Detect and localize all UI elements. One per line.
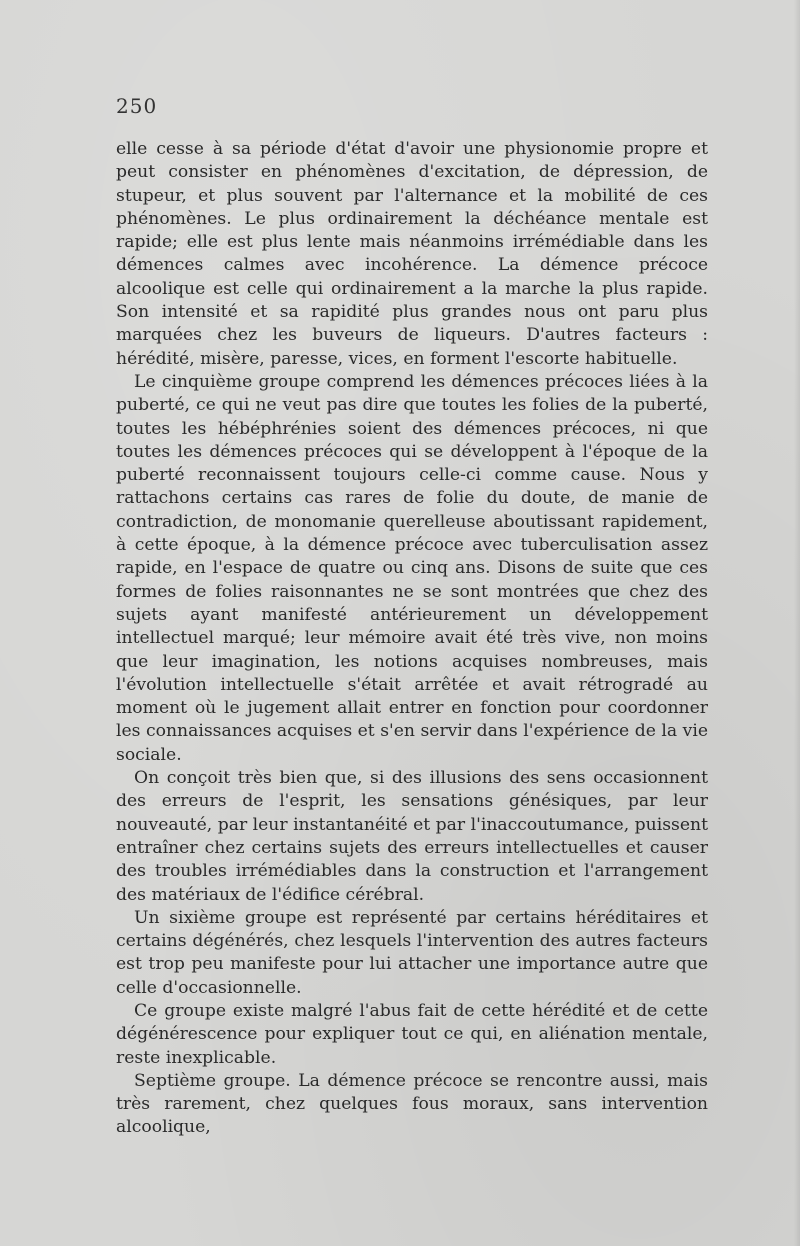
paragraph-sixth-group: Un sixième groupe est représenté par certains héréditaires et certains dégénérés, chez lesquels l'intervention des autres facteurs est trop peu manifeste pour lui attacher une importance autre que celle d'occasionnelle. (116, 907, 708, 998)
page-number: 250 (116, 94, 158, 118)
paragraph-continuation: elle cesse à sa période d'état d'avoir une physionomie propre et peut consister en phénomènes d'excitation, de dépression, de stupeur, et plus souvent par l'alternance et la mobilité de ces phénomènes. Le plus ordinairement la déchéance mentale est rapide; elle est plus lente mais néanmoins irrémédiable dans les démences calmes avec incohérence. La démence précoce alcoolique est celle qui ordinairement a la marche la plus rapide. Son intensité et sa rapidité plus grandes nous ont paru plus marquées chez les buveurs de liqueurs. D'autres facteurs : hérédité, misère, paresse, vices, en forment l'escorte habituelle. (116, 139, 708, 369)
paragraph-fifth-group: Le cinquième groupe comprend les démences précoces liées à la puberté, ce qui ne veut pas dire que toutes les folies de la puberté, toutes les hébéphrénies soient des démences précoces, ni que toutes les démences précoces qui se développent à l'époque de la puberté reconnaissent toujours celle-ci comme cause. Nous y rattachons certains cas rares de folie du doute, de manie de contradiction, de monomanie querelleuse aboutissant rapidement, à cette époque, à la démence précoce avec tuberculisation assez rapide, en l'espace de quatre ou cinq ans. Disons de suite que ces formes de folies raisonnantes ne se sont montrées que chez des sujets ayant manifesté antérieurement un développement intellectuel marqué; leur mémoire avait été très vive, non moins que leur imagination, les notions acquises nombreuses, mais l'évolution intellectuelle s'était arrêtée et avait rétrogradé au moment où le jugement allait entrer en fonction pour coordonner les connaissances acquises et s'en servir dans l'expérience de la vie sociale. (116, 371, 708, 765)
page-edge-shadow (794, 0, 800, 1246)
paragraph-genesic-sensations: On conçoit très bien que, si des illusions des sens occasionnent des erreurs de l'esprit, les sensations génésiques, par leur nouveauté, par leur instantanéité et par l'inaccoutumance, puissent entraîner chez certains sujets des erreurs intellectuelles et causer des troubles irrémédiables dans la construction et l'arrangement des matériaux de l'édifice cérébral. (116, 768, 708, 905)
body-text (116, 138, 708, 1140)
paragraph-seventh-group: Septième groupe. La démence précoce se rencontre aussi, mais très rarement, chez quelques fous moraux, sans intervention alcoolique, (116, 1070, 708, 1138)
paragraph-heredity-abuse: Ce groupe existe malgré l'abus fait de cette hérédité et de cette dégénérescence pour expliquer tout ce qui, en aliénation mentale, reste inexplicable. (116, 1000, 708, 1068)
